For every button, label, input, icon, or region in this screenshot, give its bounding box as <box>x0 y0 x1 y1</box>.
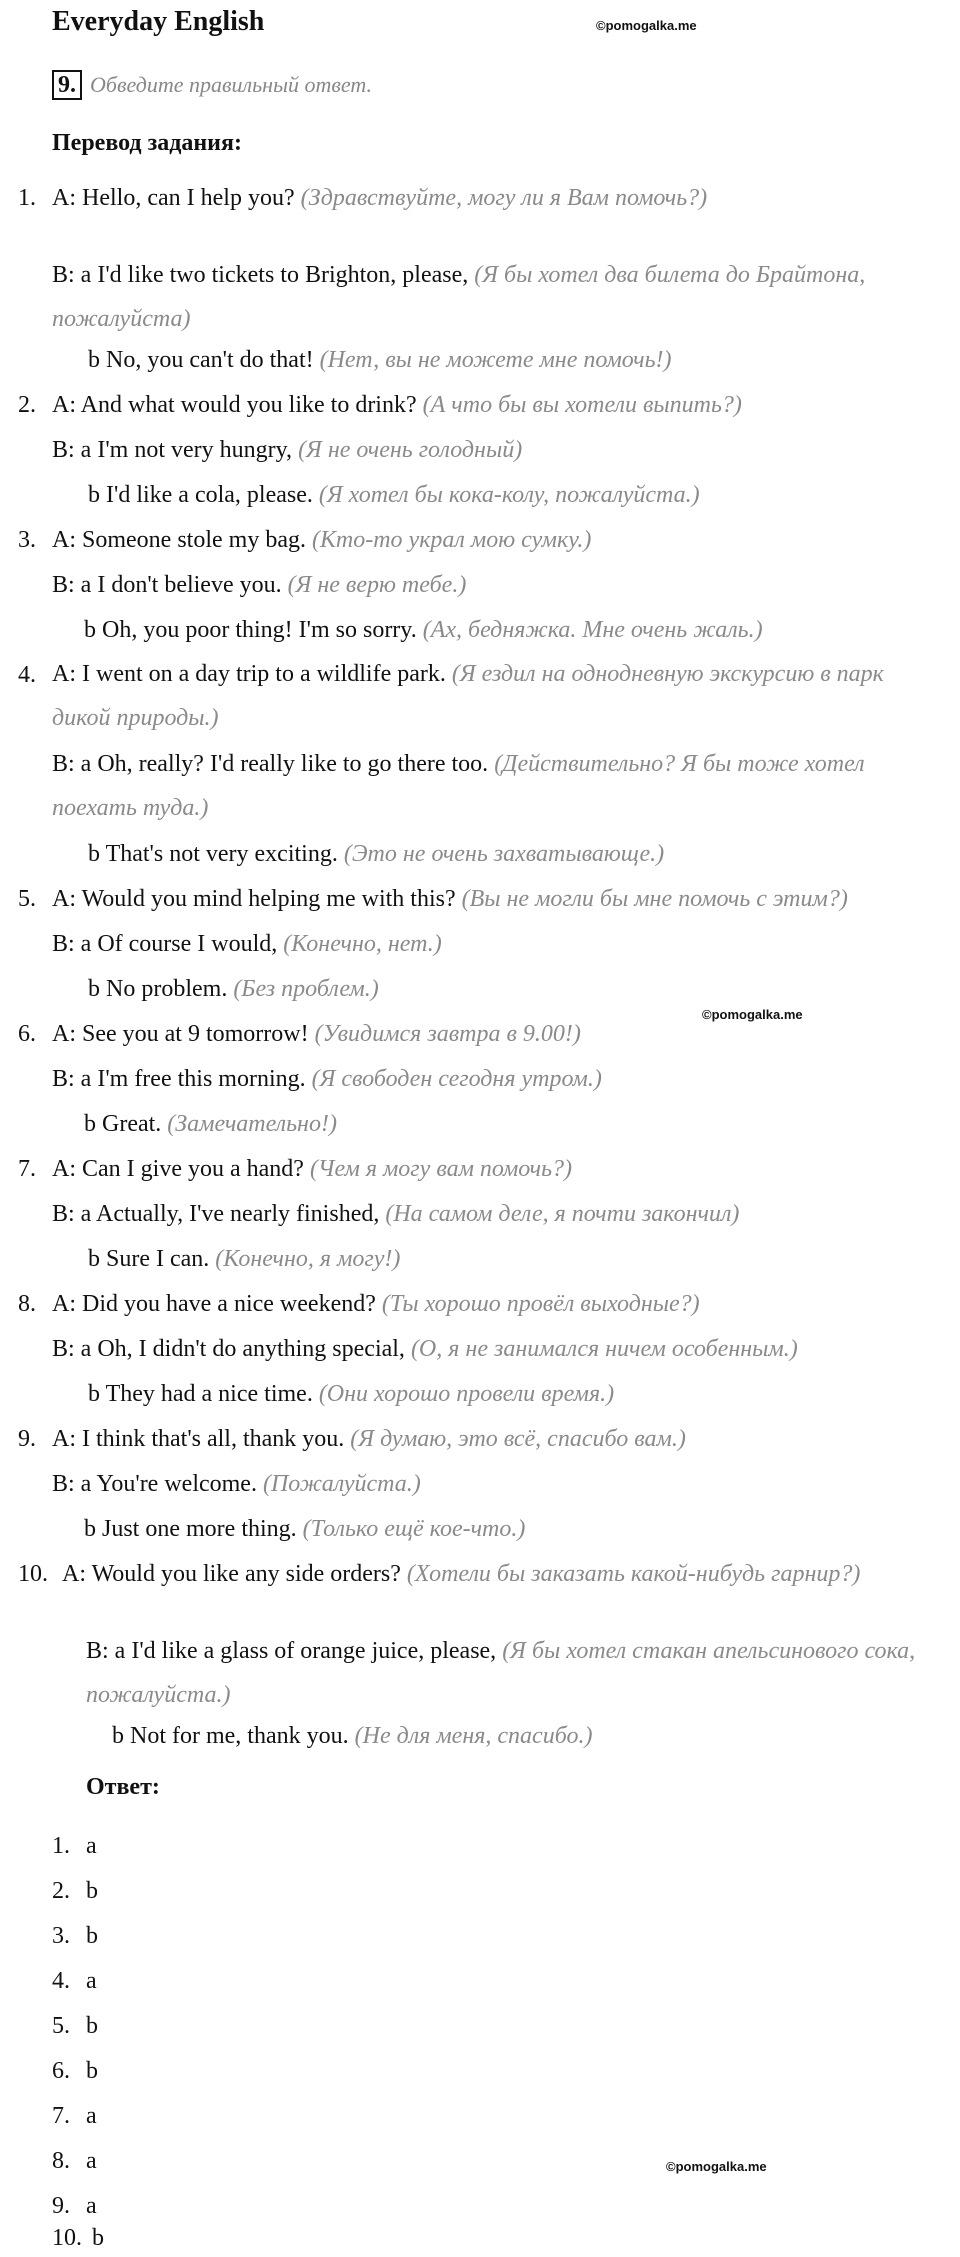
option-text: b Great. <box>84 1111 162 1137</box>
item-number: 2. <box>18 392 36 418</box>
option-text: b Oh, you poor thing! I'm so sorry. <box>84 617 417 643</box>
answer-value: a <box>86 1968 97 1994</box>
task-row <box>52 68 372 102</box>
translation-text: (А что бы вы хотели выпить?) <box>422 392 742 418</box>
item-number: 8. <box>18 1291 36 1317</box>
translation-text: (Действительно? Я бы тоже хотел поехать туда.) <box>52 751 865 821</box>
translation-text: (Я думаю, это всё, спасибо вам.) <box>350 1426 686 1452</box>
answer-heading: Ответ: <box>86 1774 160 1800</box>
item-3-b2 <box>84 614 763 646</box>
item-8-b1 <box>52 1333 798 1365</box>
answer-value: b <box>86 2013 98 2039</box>
answer-number: 1. <box>52 1833 70 1859</box>
item-10-b1 <box>86 1629 946 1717</box>
translation-text: (Я не верю тебе.) <box>287 572 467 598</box>
item-7-b1 <box>52 1198 739 1230</box>
item-number: 7. <box>18 1156 36 1182</box>
answer-value: b <box>86 1923 98 1949</box>
option-text: B: a Oh, I didn't do anything special, <box>52 1336 405 1362</box>
translation-text: (Не для меня, спасибо.) <box>354 1723 593 1749</box>
answer-item-6 <box>52 2055 98 2087</box>
answer-item-5 <box>52 2010 98 2042</box>
answer-value: a <box>86 1833 97 1859</box>
answer-number: 2. <box>52 1878 70 1904</box>
question-text: A: And what would you like to drink? <box>52 392 417 418</box>
item-1-a <box>18 182 707 214</box>
translation-text: (Хотели бы заказать какой-нибудь гарнир?) <box>406 1561 861 1587</box>
option-text: B: a I'd like a glass of orange juice, please, <box>86 1638 497 1664</box>
answer-number: 7. <box>52 2103 70 2129</box>
option-text: b I'd like a cola, please. <box>88 482 313 508</box>
answer-number: 6. <box>52 2058 70 2084</box>
translation-text: (О, я не занимался ничем особенным.) <box>410 1336 798 1362</box>
option-text: B: a I don't believe you. <box>52 572 282 598</box>
answer-value: a <box>86 2103 97 2129</box>
answer-number: 9. <box>52 2193 70 2219</box>
watermark-bottom: ©pomogalka.me <box>666 2159 767 2174</box>
option-text: B: a I'd like two tickets to Brighton, please, <box>52 262 469 288</box>
watermark-middle: ©pomogalka.me <box>702 1007 803 1022</box>
answer-number: 3. <box>52 1923 70 1949</box>
item-1-b2 <box>88 344 672 376</box>
translation-text: (Конечно, я могу!) <box>215 1246 401 1272</box>
item-9-b2 <box>84 1513 525 1545</box>
item-number: 5. <box>18 886 36 912</box>
answer-item-10 <box>52 2222 104 2254</box>
item-5-b1 <box>52 928 442 960</box>
item-9-b1 <box>52 1468 421 1500</box>
translation-text: (Ты хорошо провёл выходные?) <box>381 1291 700 1317</box>
question-text: A: Can I give you a hand? <box>52 1156 304 1182</box>
item-3-a <box>18 524 591 556</box>
option-text: B: a I'm free this morning. <box>52 1066 306 1092</box>
option-text: b Not for me, thank you. <box>112 1723 349 1749</box>
item-7-a <box>18 1153 572 1185</box>
translation-text: (Я бы хотел два билета до Брайтона, пожалуйста) <box>52 262 866 332</box>
answer-number: 5. <box>52 2013 70 2039</box>
translation-text: (Я бы хотел стакан апельсинового сока, пожалуйста.) <box>86 1638 916 1708</box>
translation-text: (Без проблем.) <box>233 976 379 1002</box>
question-text: A: I went on a day trip to a wildlife park. <box>52 661 446 687</box>
answer-item-1 <box>52 1830 97 1862</box>
item-5-b2 <box>88 973 379 1005</box>
question-text: A: Would you like any side orders? <box>62 1561 401 1587</box>
item-2-b1 <box>52 434 522 466</box>
answer-number: 8. <box>52 2148 70 2174</box>
answer-value: b <box>86 1878 98 1904</box>
option-text: B: a Of course I would, <box>52 931 278 957</box>
option-text: b Just one more thing. <box>84 1516 297 1542</box>
question-text: A: See you at 9 tomorrow! <box>52 1021 309 1047</box>
translation-text: (Я ездил на однодневную экскурсию в парк дикой природы.) <box>52 661 884 731</box>
item-2-b2 <box>88 479 700 511</box>
question-text: A: I think that's all, thank you. <box>52 1426 345 1452</box>
translation-text: (Это не очень захватывающе.) <box>343 841 665 867</box>
translation-text: (Ах, бедняжка. Мне очень жаль.) <box>422 617 763 643</box>
item-4-a-number: 4. <box>18 662 36 688</box>
answer-number: 4. <box>52 1968 70 1994</box>
translation-text: (На самом деле, я почти закончил) <box>385 1201 740 1227</box>
answer-item-9 <box>52 2190 97 2222</box>
item-4-a <box>52 652 942 740</box>
item-number: 1. <box>18 185 36 211</box>
translation-text: (Они хорошо провели время.) <box>318 1381 615 1407</box>
page-title: Everyday English <box>52 6 265 37</box>
question-text: A: Would you mind helping me with this? <box>52 886 456 912</box>
option-text: b They had a nice time. <box>88 1381 313 1407</box>
answer-item-2 <box>52 1875 98 1907</box>
question-text: A: Someone stole my bag. <box>52 527 306 553</box>
item-number: 10. <box>18 1561 48 1587</box>
answer-value: a <box>86 2193 97 2219</box>
answer-item-4 <box>52 1965 97 1997</box>
item-9-a <box>18 1423 686 1455</box>
answer-item-8 <box>52 2145 97 2177</box>
translation-text: (Я свободен сегодня утром.) <box>311 1066 602 1092</box>
item-8-b2 <box>88 1378 614 1410</box>
translation-text: (Я не очень голодный) <box>298 437 523 463</box>
answer-value: b <box>92 2225 104 2251</box>
item-10-a <box>18 1558 860 1590</box>
translation-text: (Увидимся завтра в 9.00!) <box>314 1021 581 1047</box>
option-text: B: a I'm not very hungry, <box>52 437 293 463</box>
item-3-b1 <box>52 569 466 601</box>
option-text: b No problem. <box>88 976 228 1002</box>
translation-text: (Только ещё кое-что.) <box>302 1516 526 1542</box>
task-number: 9. <box>52 70 82 100</box>
item-1-b1 <box>52 253 942 341</box>
item-6-b1 <box>52 1063 602 1095</box>
option-text: b That's not very exciting. <box>88 841 338 867</box>
option-text: b Sure I can. <box>88 1246 210 1272</box>
task-instruction: Обведите правильный ответ. <box>90 72 373 97</box>
item-5-a <box>18 883 848 915</box>
question-text: A: Hello, can I help you? <box>52 185 295 211</box>
option-text: B: a Oh, really? I'd really like to go there too. <box>52 751 489 777</box>
translation-text: (Пожалуйста.) <box>262 1471 421 1497</box>
translation-heading: Перевод задания: <box>52 130 242 156</box>
translation-text: (Нет, вы не можете мне помочь!) <box>319 347 672 373</box>
answer-number: 10. <box>52 2225 82 2251</box>
translation-text: (Конечно, нет.) <box>283 931 442 957</box>
translation-text: (Кто-то украл мою сумку.) <box>311 527 592 553</box>
watermark-top: ©pomogalka.me <box>596 18 697 33</box>
translation-text: (Вы не могли бы мне помочь с этим?) <box>461 886 848 912</box>
answer-value: a <box>86 2148 97 2174</box>
answer-item-3 <box>52 1920 98 1952</box>
item-number: 3. <box>18 527 36 553</box>
item-4-b1 <box>52 742 942 830</box>
question-text: A: Did you have a nice weekend? <box>52 1291 376 1317</box>
item-6-a <box>18 1018 581 1050</box>
translation-text: (Здравствуйте, могу ли я Вам помочь?) <box>300 185 708 211</box>
translation-text: (Замечательно!) <box>167 1111 337 1137</box>
item-number: 9. <box>18 1426 36 1452</box>
answer-value: b <box>86 2058 98 2084</box>
option-text: b No, you can't do that! <box>88 347 314 373</box>
item-2-a <box>18 389 742 421</box>
item-10-b2 <box>112 1720 592 1752</box>
item-8-a <box>18 1288 700 1320</box>
answer-item-7 <box>52 2100 97 2132</box>
item-6-b2 <box>84 1108 337 1140</box>
translation-text: (Чем я могу вам помочь?) <box>309 1156 573 1182</box>
option-text: B: a You're welcome. <box>52 1471 257 1497</box>
option-text: B: a Actually, I've nearly finished, <box>52 1201 380 1227</box>
item-4-b2 <box>88 838 664 870</box>
item-number: 6. <box>18 1021 36 1047</box>
translation-text: (Я хотел бы кока-колу, пожалуйста.) <box>318 482 700 508</box>
item-7-b2 <box>88 1243 400 1275</box>
